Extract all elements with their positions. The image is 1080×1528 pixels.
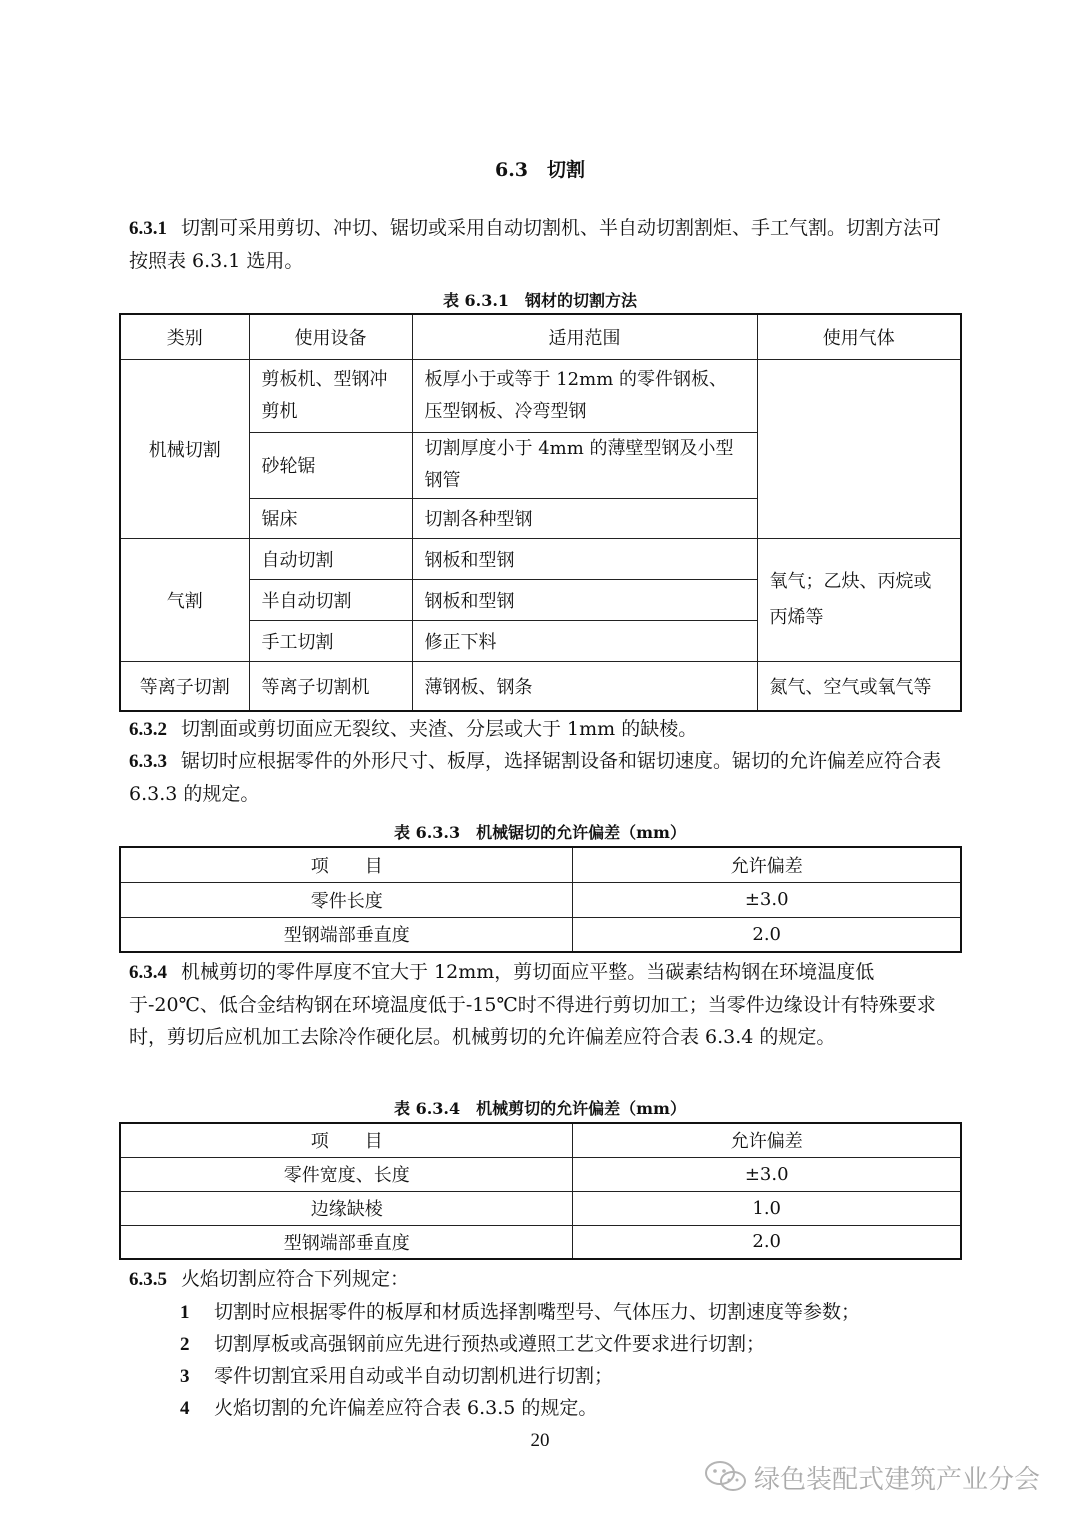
table-6-3-4-caption: 表 6.3.4 机械剪切的允许偏差（mm） — [394, 1099, 686, 1118]
item-cell: 型钢端部垂直度 — [120, 1225, 573, 1259]
value-cell: 1.0 — [573, 1191, 961, 1225]
category-cell: 气割 — [120, 538, 249, 661]
table-6-3-4 — [119, 1122, 962, 1260]
clause-number: 6.3.1 — [129, 218, 167, 239]
section-title: 6.3 切割 — [494, 159, 586, 181]
value-cell: 2.0 — [573, 917, 961, 952]
watermark-text: 绿色装配式建筑产业分会 — [754, 1464, 1041, 1495]
list-text: 切割厚板或高强钢前应先进行预热或遵照工艺文件要求进行切割； — [214, 1333, 766, 1355]
paragraph-6-3-3 — [129, 745, 954, 810]
table-row — [120, 1191, 961, 1225]
category-cell: 等离子切割 — [120, 661, 249, 711]
scope-cell: 修正下料 — [412, 620, 757, 661]
paragraph-6-3-5 — [129, 1263, 954, 1296]
clause-text: 锯切时应根据零件的外形尺寸、板厚，选择锯割设备和锯切速度。锯切的允许偏差应符合表 6.3.3 的规定。 — [129, 750, 942, 805]
list-text: 火焰切割的允许偏差应符合表 6.3.5 的规定。 — [214, 1397, 598, 1419]
device-cell: 手工切割 — [249, 620, 412, 661]
device-cell: 半自动切割 — [249, 579, 412, 620]
table-6-3-1-caption: 表 6.3.1 钢材的切割方法 — [442, 291, 638, 310]
device-cell: 砂轮锯 — [249, 432, 412, 498]
page-number: 20 — [530, 1430, 550, 1451]
scope-cell: 切割各种型钢 — [412, 498, 757, 538]
list-number: 1 — [180, 1302, 190, 1323]
scope-cell: 钢板和型钢 — [412, 538, 757, 579]
paragraph-6-3-1 — [129, 212, 954, 277]
clause-text: 火焰切割应符合下列规定： — [181, 1268, 410, 1290]
list-item — [180, 1328, 765, 1361]
header-cell: 允许偏差 — [573, 847, 961, 882]
value-cell: ±3.0 — [573, 882, 961, 917]
table-6-3-1 — [119, 313, 962, 712]
item-cell: 型钢端部垂直度 — [120, 917, 573, 952]
scope-cell: 钢板和型钢 — [412, 579, 757, 620]
list-number: 4 — [180, 1398, 190, 1419]
header-cell: 允许偏差 — [573, 1123, 961, 1157]
clause-text: 机械剪切的零件厚度不宜大于 12mm，剪切面应平整。当碳素结构钢在环境温度低于-20℃、低合金结构钢在环境温度低于-15℃时不得进行剪切加工；当零件边缘设计有特殊要求时，剪切后应机加工去除冷作硬化层。机械剪切的允许偏差应符合表 6.3.4 的规定。 — [129, 961, 936, 1048]
list-item — [180, 1392, 597, 1425]
table-row — [120, 882, 961, 917]
header-cell: 项 目 — [120, 847, 573, 882]
scope-cell: 板厚小于或等于 12mm 的零件钢板、压型钢板、冷弯型钢 — [412, 359, 757, 432]
device-cell: 剪板机、型钢冲剪机 — [249, 359, 412, 432]
list-item — [180, 1296, 860, 1329]
header-cell: 适用范围 — [412, 314, 757, 359]
value-cell: 2.0 — [573, 1225, 961, 1259]
item-cell: 零件宽度、长度 — [120, 1157, 573, 1191]
clause-number: 6.3.3 — [129, 751, 167, 772]
header-cell: 使用气体 — [757, 314, 961, 359]
list-item — [180, 1360, 613, 1393]
clause-number: 6.3.2 — [129, 719, 167, 740]
header-cell: 类别 — [120, 314, 249, 359]
category-cell: 机械切割 — [120, 359, 249, 538]
list-text: 切割时应根据零件的板厚和材质选择割嘴型号、气体压力、切割速度等参数； — [214, 1301, 861, 1323]
scope-cell: 切割厚度小于 4mm 的薄壁型钢及小型钢管 — [412, 432, 757, 498]
table-row — [120, 1225, 961, 1259]
device-cell: 锯床 — [249, 498, 412, 538]
gas-cell-empty — [757, 359, 961, 538]
device-cell: 等离子切割机 — [249, 661, 412, 711]
clause-number: 6.3.4 — [129, 962, 167, 983]
list-text: 零件切割宜采用自动或半自动切割机进行切割； — [214, 1365, 614, 1387]
clause-text: 切割面或剪切面应无裂纹、夹渣、分层或大于 1mm 的缺棱。 — [181, 718, 698, 740]
clause-text: 切割可采用剪切、冲切、锯切或采用自动切割机、半自动切割割炬、手工气割。切割方法可按照表 6.3.1 选用。 — [129, 217, 942, 272]
wechat-icon — [704, 1459, 748, 1495]
item-cell: 零件长度 — [120, 882, 573, 917]
scope-cell: 薄钢板、钢条 — [412, 661, 757, 711]
list-number: 3 — [180, 1366, 190, 1387]
table-6-3-3 — [119, 846, 962, 953]
list-number: 2 — [180, 1334, 190, 1355]
paragraph-6-3-4 — [129, 956, 954, 1053]
table-row — [120, 1157, 961, 1191]
header-cell: 使用设备 — [249, 314, 412, 359]
paragraph-6-3-2 — [129, 713, 954, 746]
clause-number: 6.3.5 — [129, 1269, 167, 1290]
table-row — [120, 917, 961, 952]
watermark — [704, 1457, 1040, 1497]
table-6-3-3-caption: 表 6.3.3 机械锯切的允许偏差（mm） — [394, 823, 686, 842]
value-cell: ±3.0 — [573, 1157, 961, 1191]
gas-cell: 氧气；乙炔、丙烷或丙烯等 — [757, 538, 961, 661]
gas-cell: 氮气、空气或氧气等 — [757, 661, 961, 711]
header-cell: 项 目 — [120, 1123, 573, 1157]
item-cell: 边缘缺棱 — [120, 1191, 573, 1225]
device-cell: 自动切割 — [249, 538, 412, 579]
